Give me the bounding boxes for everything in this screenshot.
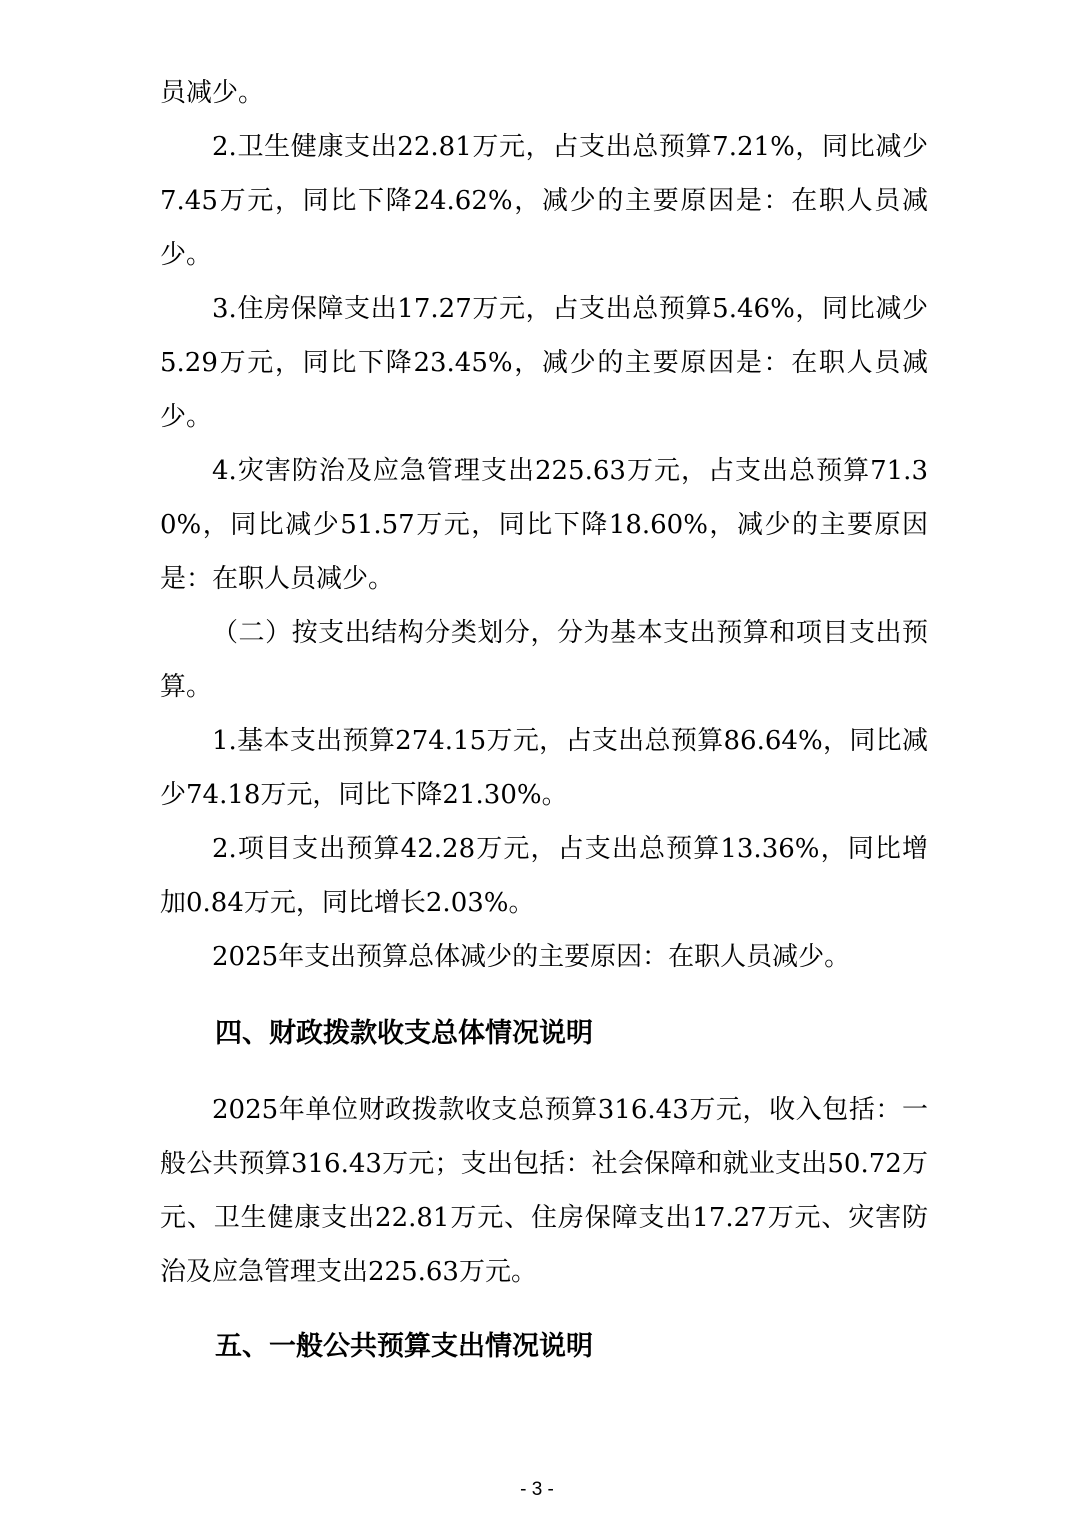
continued-paragraph: 员减少。: [160, 78, 265, 108]
paragraph-health-expenditure: 2.卫生健康支出22.81万元，占支出总预算7.21%，同比减少7.45万元，同比下降24.62%，减少的主要原因是：在职人员减少。: [160, 132, 928, 270]
paragraph-disaster-expenditure: 4.灾害防治及应急管理支出225.63万元，占支出总预算71.30%，同比减少51.57万元，同比下降18.60%，减少的主要原因是：在职人员减少。: [160, 456, 928, 594]
paragraph-project-expenditure: 2.项目支出预算42.28万元，占支出总预算13.36%，同比增加0.84万元，同比增长2.03%。: [160, 834, 928, 918]
paragraph-basic-expenditure: 1.基本支出预算274.15万元，占支出总预算86.64%，同比减少74.18万元，同比下降21.30%。: [160, 726, 928, 810]
section-four-heading: 四、财政拨款收支总体情况说明: [215, 1018, 593, 1049]
section-five-heading: 五、一般公共预算支出情况说明: [215, 1331, 593, 1362]
paragraph-housing-expenditure: 3.住房保障支出17.27万元，占支出总预算5.46%，同比减少5.29万元，同比下降23.45%，减少的主要原因是：在职人员减少。: [160, 294, 928, 432]
section-four-paragraph: 2025年单位财政拨款收支总预算316.43万元，收入包括：一般公共预算316.43万元；支出包括：社会保障和就业支出50.72万元、卫生健康支出22.81万元、住房保障支出17.27万元、灾害防治及应急管理支出225.63万元。: [160, 1095, 928, 1287]
paragraph-structure-classification: （二）按支出结构分类划分，分为基本支出预算和项目支出预算。: [160, 618, 928, 702]
page-number: - 3 -: [520, 1479, 554, 1500]
paragraph-overall-decrease-reason: 2025年支出预算总体减少的主要原因：在职人员减少。: [212, 942, 851, 972]
